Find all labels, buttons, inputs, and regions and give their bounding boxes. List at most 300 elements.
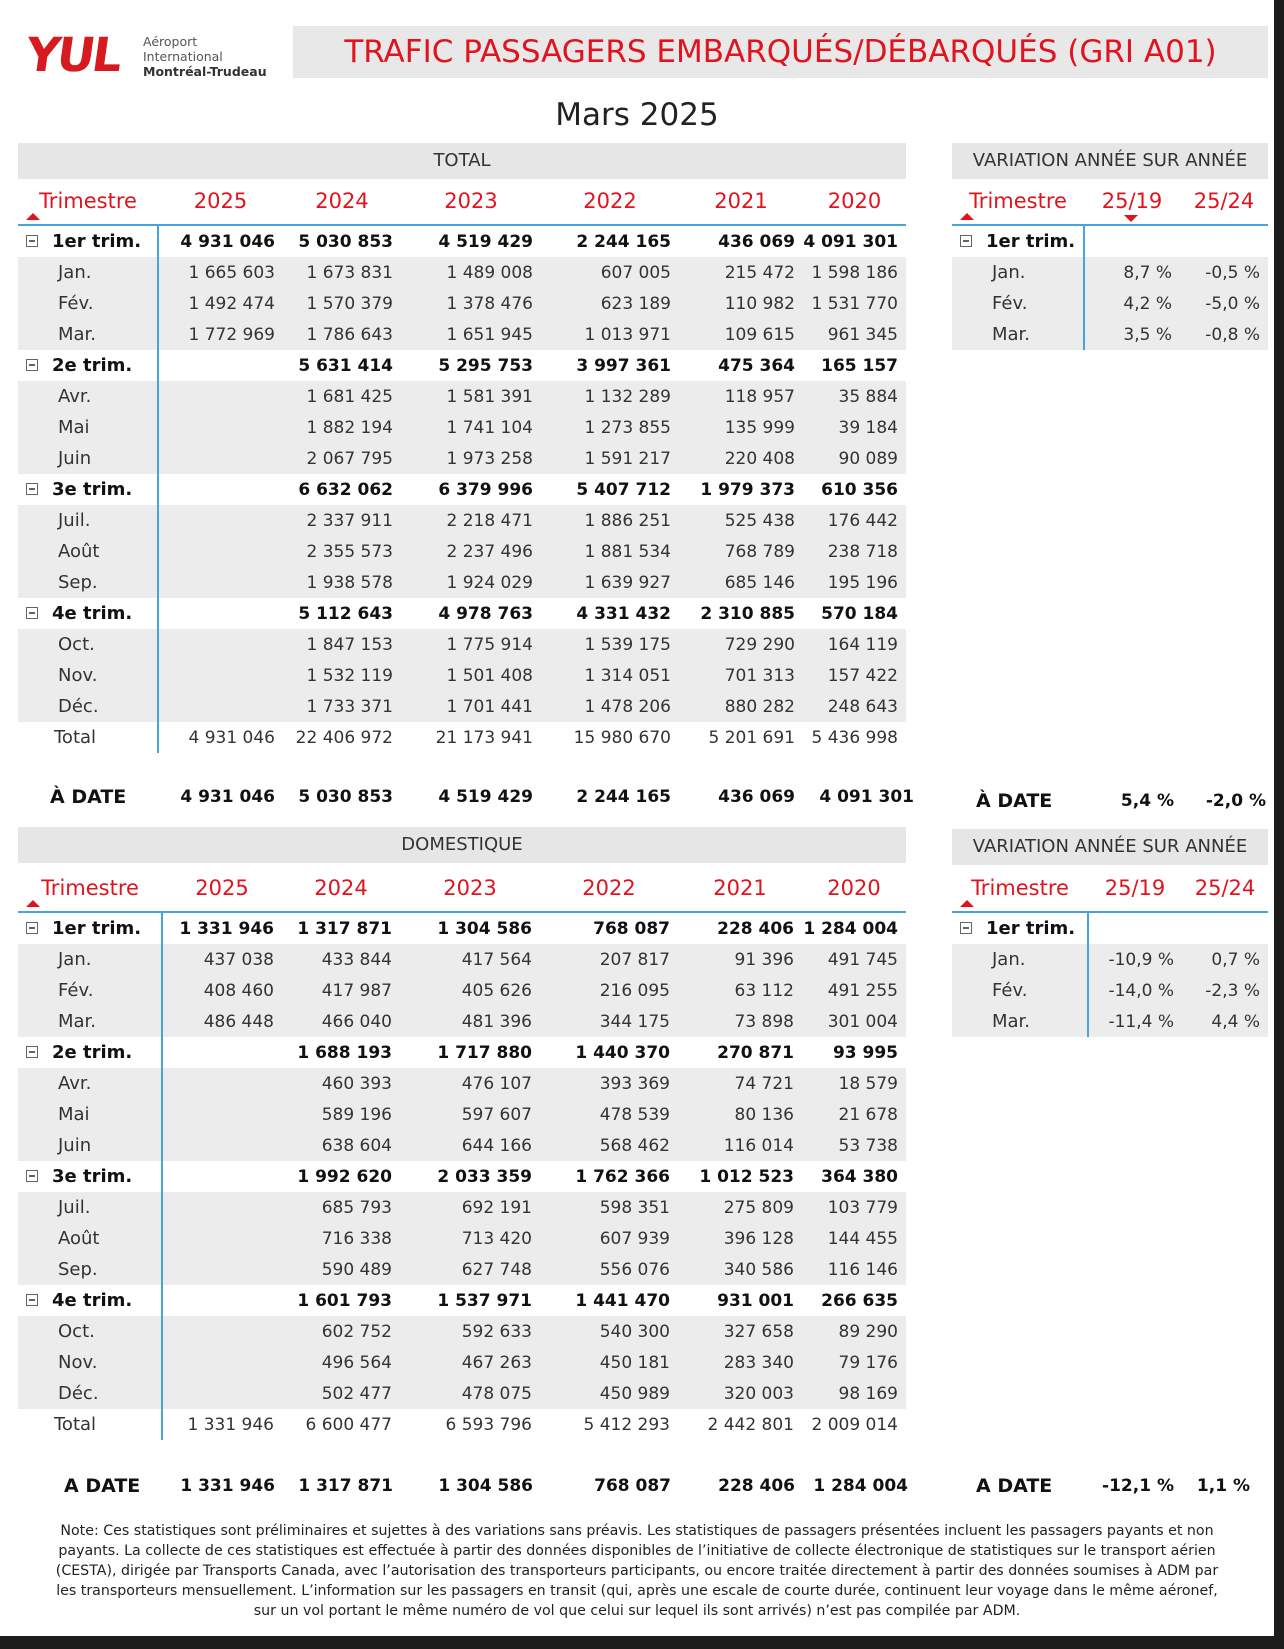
column-header[interactable] [158,177,283,225]
cell-value: 2 033 359 [437,1166,532,1187]
cell-value [158,381,283,412]
collapse-icon[interactable] [26,1046,38,1058]
cell-value: 2 244 165 [576,231,671,252]
quarter-row [18,598,906,629]
quarter-row [18,1285,906,1316]
cell-value: 417 987 [282,975,400,1006]
cell-value: 1 591 217 [541,443,679,474]
cell-value: 1 741 104 [401,412,541,443]
cell-value: 460 393 [282,1068,400,1099]
column-header-trimestre[interactable] [18,864,162,912]
cell-value: 623 189 [541,288,679,319]
cell-value: 2 337 911 [283,505,401,536]
cell-value: 433 844 [282,944,400,975]
quarter-row [952,225,1268,257]
cell-value: 93 995 [832,1042,898,1063]
row-label [952,288,1084,319]
cell-value: 5 030 853 [298,231,393,252]
collapse-icon[interactable] [26,483,38,495]
column-header-trimestre[interactable] [952,864,1088,912]
cell-value: 21 678 [802,1099,906,1130]
cell-value: 22 406 972 [295,727,393,748]
cell-value: 1 441 470 [575,1290,670,1311]
month-row [18,1130,906,1161]
cell-value: 1 681 425 [283,381,401,412]
row-label[interactable] [952,912,1088,944]
cell-value: 1 284 004 [803,918,898,939]
row-label[interactable] [18,350,158,381]
column-header-label: Trimestre [39,188,137,213]
cell-value [162,1130,282,1161]
row-label [952,257,1084,288]
cell-value: 1 532 119 [283,660,401,691]
cell-value: 228 406 [717,918,794,939]
a-date-value: 5,4 % [1120,791,1174,811]
cell-value: 4 931 046 [188,727,275,748]
row-label [18,691,158,722]
cell-value: 116 014 [678,1130,802,1161]
cell-value: 450 989 [540,1378,678,1409]
row-label-text: 1er trim. [52,231,142,252]
column-header-trimestre[interactable] [18,177,158,225]
cell-value: 475 364 [718,355,795,376]
cell-value: 103 779 [802,1192,906,1223]
row-label[interactable] [18,1037,162,1068]
column-header[interactable] [1084,177,1180,225]
row-label-text: Juil. [58,1197,91,1218]
cell-value [158,474,283,505]
cell-value: 1 539 175 [541,629,679,660]
cell-value: 1 973 258 [401,443,541,474]
cell-value: 1 331 946 [179,918,274,939]
cell-value: 1 881 534 [541,536,679,567]
cell-value [162,1192,282,1223]
cell-value: 556 076 [540,1254,678,1285]
column-header-label: 2020 [827,188,882,213]
cell-value: 1 537 971 [437,1290,532,1311]
logo-text [143,34,267,79]
cell-value: 364 380 [821,1166,898,1187]
cell-value: 1 304 586 [437,918,532,939]
month-row [18,443,906,474]
cell-value: 1 847 153 [283,629,401,660]
cell-value: -0,5 % [1180,257,1268,288]
cell-value: 8,7 % [1084,257,1180,288]
row-label-text: Total [54,1414,97,1435]
a-date-value: 4 091 301 [819,787,914,807]
logo-line: International [143,49,223,64]
cell-value: 4,2 % [1084,288,1180,319]
report-subtitle: Mars 2025 [555,97,719,133]
column-header-label: 2021 [714,188,768,213]
a-date-value: 228 406 [718,1476,795,1496]
column-header[interactable] [679,177,803,225]
cell-value: 1 772 969 [158,319,283,350]
cell-value: 327 658 [678,1316,802,1347]
section-title-total-variation: VARIATION ANNÉE SUR ANNÉE [952,143,1268,179]
cell-value: 568 462 [540,1130,678,1161]
variation-table [952,177,1268,350]
cell-value: 1 762 366 [575,1166,670,1187]
cell-value: 716 338 [282,1223,400,1254]
cell-value [158,412,283,443]
report-title: TRAFIC PASSAGERS EMBARQUÉS/DÉBARQUÉS (GRI A01) [293,26,1268,78]
cell-value: 491 745 [802,944,906,975]
cell-value: 164 119 [803,629,906,660]
row-label [18,629,158,660]
row-label[interactable] [18,1285,162,1316]
traffic-table [18,177,906,753]
cell-value: 6 600 477 [305,1414,392,1435]
cell-value: 2 355 573 [283,536,401,567]
collapse-icon[interactable] [960,922,972,934]
cell-value: 238 718 [803,536,906,567]
row-label [18,1099,162,1130]
cell-value: 1 598 186 [803,257,906,288]
cell-value: 396 128 [678,1223,802,1254]
cell-value: 1 012 523 [699,1166,794,1187]
cell-value: 39 184 [803,412,906,443]
cell-value: 486 448 [162,1006,282,1037]
cell-value: 4 091 301 [803,231,898,252]
column-header-label: 2024 [315,188,369,213]
cell-value: 450 181 [540,1347,678,1378]
quarter-row [18,225,906,257]
cell-value [162,1037,282,1068]
row-label-text: 1er trim. [986,231,1076,252]
row-label [18,660,158,691]
cell-value: 610 356 [821,479,898,500]
row-label[interactable] [18,598,158,629]
cell-value: 1 979 373 [700,479,795,500]
column-header[interactable] [802,864,906,912]
column-header-trimestre[interactable] [952,177,1084,225]
cell-value: 216 095 [540,975,678,1006]
column-header[interactable] [1182,864,1268,912]
row-label[interactable] [952,225,1084,257]
month-row [952,1006,1268,1037]
sort-ascending-icon [26,900,40,907]
month-row [18,1254,906,1285]
cell-value: 540 300 [540,1316,678,1347]
cell-value: 5 631 414 [298,355,393,376]
row-label-text: Oct. [58,634,95,655]
month-row [18,660,906,691]
row-label-text: Fév. [58,980,94,1001]
cell-value: 570 184 [821,603,898,624]
quarter-row [18,474,906,505]
cell-value: 638 604 [282,1130,400,1161]
cell-value: 63 112 [678,975,802,1006]
cell-value: 270 871 [717,1042,794,1063]
cell-value: 729 290 [679,629,803,660]
cell-value: 476 107 [400,1068,540,1099]
column-header[interactable] [400,864,540,912]
cell-value: 1 651 945 [401,319,541,350]
row-label-text: Fév. [58,293,94,314]
month-row [18,1223,906,1254]
column-header[interactable] [282,864,400,912]
a-date-value: 2 244 165 [576,787,671,807]
cell-value: 1 273 855 [541,412,679,443]
cell-value: 1 132 289 [541,381,679,412]
cell-value: -2,3 % [1182,975,1268,1006]
month-row [952,257,1268,288]
cell-value: 417 564 [400,944,540,975]
cell-value: 1 717 880 [437,1042,532,1063]
cell-value: 91 396 [678,944,802,975]
row-label-text: 1er trim. [52,918,142,939]
cell-value: 491 255 [802,975,906,1006]
month-row [18,257,906,288]
month-row [18,629,906,660]
month-row [952,975,1268,1006]
cell-value: 627 748 [400,1254,540,1285]
cell-value: 275 809 [678,1192,802,1223]
cell-value: 2 310 885 [700,603,795,624]
cell-value: 144 455 [802,1223,906,1254]
cell-value: 157 422 [803,660,906,691]
row-label-text: Fév. [992,980,1028,1001]
section-title-domestic: DOMESTIQUE [18,827,906,863]
total-row [18,1409,906,1440]
cell-value [158,598,283,629]
cell-value: 6 379 996 [438,479,533,500]
month-row [18,1316,906,1347]
cell-value: 21 173 941 [435,727,533,748]
cell-value [162,1285,282,1316]
a-date-value: 1 317 871 [298,1476,393,1496]
cell-value: 1 882 194 [283,412,401,443]
row-label-text: Avr. [58,1073,92,1094]
a-date-value: 768 087 [594,1476,671,1496]
cell-value: 1 673 831 [283,257,401,288]
cell-value: 2 067 795 [283,443,401,474]
column-header[interactable] [162,864,282,912]
cell-value: 118 957 [679,381,803,412]
column-header[interactable] [283,177,401,225]
row-label [18,443,158,474]
row-label-text: 2e trim. [52,1042,133,1063]
row-label[interactable] [18,474,158,505]
cell-value: 80 136 [678,1099,802,1130]
cell-value: 5 412 293 [583,1414,670,1435]
column-header-label: Trimestre [41,875,139,900]
row-label [18,319,158,350]
column-header-label: 25/19 [1101,188,1163,213]
row-label [18,1409,162,1440]
column-header-label: 25/24 [1193,188,1255,213]
row-label [952,944,1088,975]
cell-value: -10,9 % [1088,944,1182,975]
cell-value [162,1254,282,1285]
collapse-icon[interactable] [26,607,38,619]
row-label [18,1316,162,1347]
cell-value: 589 196 [282,1099,400,1130]
cell-value: 4 519 429 [438,231,533,252]
quarter-row [18,912,906,944]
month-row [18,1347,906,1378]
cell-value: 73 898 [678,1006,802,1037]
column-header-label: 2022 [583,188,637,213]
cell-value: -11,4 % [1088,1006,1182,1037]
cell-value: 467 263 [400,1347,540,1378]
row-label [18,505,158,536]
cell-value [162,1316,282,1347]
cell-value: 195 196 [803,567,906,598]
row-label [18,567,158,598]
column-header-label: 2024 [314,875,368,900]
cell-value: 1 601 793 [297,1290,392,1311]
row-label-text: Sep. [58,1259,98,1280]
total-row [18,722,906,753]
row-label-text: Juin [58,448,92,469]
row-label [18,1254,162,1285]
row-label [18,1068,162,1099]
month-row [18,1006,906,1037]
row-label-text: 1er trim. [986,918,1076,939]
month-row [18,319,906,350]
cell-value: 405 626 [400,975,540,1006]
cell-value [162,1378,282,1409]
cell-value: 1 581 391 [401,381,541,412]
cell-value: 768 789 [679,536,803,567]
row-label [18,257,158,288]
month-row [952,944,1268,975]
row-label-text: Déc. [58,696,99,717]
cell-value: 5 295 753 [438,355,533,376]
footnote: Note: Ces statistiques sont préliminaires et sujettes à des variations sans préavis. Les statistiques de passagers présentées incluent les passagers payants et non payants. La collecte de ces statistiques est effectuée à partir des données disponibles de l’initiative de collecte électronique de statistiques sur le transport aérien (CESTA), dirigée par Transports Canada, avec l’autorisation des transporteurs participants, ou encore traitée directement à partir des données soumises à ADM par les transporteurs mensuellement. L’information sur les passagers en transit (qui, après une escale de courte durée, continuent leur voyage dans le même aéronef, sur un vol portant le même numéro de vol que celui sur lequel ils sont arrivés) n’est pas compilée par ADM. [55,1523,1219,1619]
cell-value: 4,4 % [1182,1006,1268,1037]
collapse-icon[interactable] [26,1294,38,1306]
a-date-value: 1,1 % [1196,1476,1250,1496]
column-header-label: 2022 [582,875,636,900]
cell-value [1182,912,1268,944]
row-label [18,381,158,412]
cell-value [158,536,283,567]
collapse-icon[interactable] [26,1170,38,1182]
row-label-text: Jan. [58,262,92,283]
cell-value: 1 570 379 [283,288,401,319]
month-row [18,691,906,722]
row-label-text: Juil. [58,510,91,531]
total-variation-a-date-row [952,781,1268,821]
cell-value: 481 396 [400,1006,540,1037]
row-label[interactable] [18,225,158,257]
row-label[interactable] [18,912,162,944]
cell-value [158,443,283,474]
a-date-value: 436 069 [718,787,795,807]
yul-logo [22,30,272,82]
cell-value [158,505,283,536]
cell-value: 248 643 [803,691,906,722]
cell-value: 4 978 763 [438,603,533,624]
column-header-label: Trimestre [971,875,1069,900]
total-a-date-row [18,777,914,817]
collapse-icon[interactable] [26,235,38,247]
row-label-text: Déc. [58,1383,99,1404]
row-label [18,1130,162,1161]
cell-value: 220 408 [679,443,803,474]
row-label-text: Jan. [992,262,1026,283]
cell-value: 1 489 008 [401,257,541,288]
cell-value: 320 003 [678,1378,802,1409]
collapse-icon[interactable] [26,922,38,934]
row-label-text: Oct. [58,1321,95,1342]
collapse-icon[interactable] [960,235,972,247]
cell-value: 607 939 [540,1223,678,1254]
row-label-text: Fév. [992,293,1028,314]
cell-value: 436 069 [718,231,795,252]
month-row [952,288,1268,319]
month-row [18,1378,906,1409]
cell-value [158,691,283,722]
row-label-text: Mai [58,417,90,438]
row-label-text: Nov. [58,665,98,686]
cell-value: 961 345 [803,319,906,350]
row-label[interactable] [18,1161,162,1192]
cell-value: 135 999 [679,412,803,443]
cell-value [1084,225,1180,257]
variation-table [952,864,1268,1037]
row-label-text: Mar. [992,1011,1031,1032]
column-header[interactable] [540,864,678,912]
a-date-value: 1 284 004 [813,1476,908,1496]
cell-value: 5 407 712 [576,479,671,500]
quarter-row [952,912,1268,944]
row-label [952,1006,1088,1037]
cell-value: 478 075 [400,1378,540,1409]
cell-value: 340 586 [678,1254,802,1285]
cell-value: 1 440 370 [575,1042,670,1063]
domestic-variation-a-date-row [952,1466,1268,1506]
collapse-icon[interactable] [26,359,38,371]
a-date-value: -2,0 % [1205,791,1266,811]
row-label-text: Sep. [58,572,98,593]
section-title-total: TOTAL [18,143,906,179]
row-label-text: Mar. [58,324,97,345]
row-label-text: 2e trim. [52,355,133,376]
column-header[interactable] [541,177,679,225]
column-header[interactable] [678,864,802,912]
sort-ascending-icon [960,900,974,907]
column-header-label: 2020 [827,875,881,900]
row-label [18,536,158,567]
traffic-table [18,864,906,1440]
sort-ascending-icon [960,213,974,220]
cell-value: 1 786 643 [283,319,401,350]
cell-value: 283 340 [678,1347,802,1378]
column-header[interactable] [401,177,541,225]
column-header[interactable] [1088,864,1182,912]
cell-value: 98 169 [802,1378,906,1409]
row-label-text: 4e trim. [52,1290,133,1311]
cell-value [162,1099,282,1130]
column-header[interactable] [803,177,906,225]
column-header-label: 25/19 [1104,875,1166,900]
cell-value: 2 442 801 [707,1414,794,1435]
column-header-label: 2023 [443,875,497,900]
month-row [18,536,906,567]
column-header[interactable] [1180,177,1268,225]
cell-value: 931 001 [717,1290,794,1311]
quarter-row [18,350,906,381]
cell-value [162,1068,282,1099]
row-label-text: Total [54,727,97,748]
cell-value: 5 112 643 [298,603,393,624]
cell-value: 3,5 % [1084,319,1180,350]
cell-value [158,567,283,598]
